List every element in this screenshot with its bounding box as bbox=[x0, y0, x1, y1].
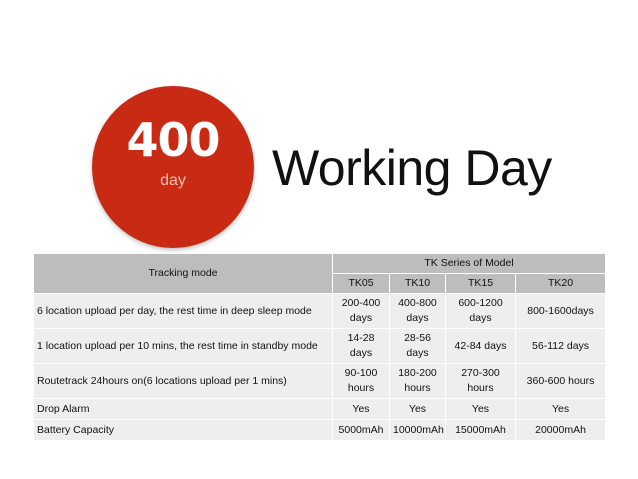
value-cell: 200-400 days bbox=[333, 294, 390, 329]
value-cell: 90-100 hours bbox=[333, 364, 390, 399]
badge-number: 400 bbox=[126, 113, 220, 167]
value-cell: 56-112 days bbox=[516, 329, 606, 364]
value-cell: 270-300 hours bbox=[446, 364, 516, 399]
mode-cell: Drop Alarm bbox=[34, 399, 333, 420]
series-header: TK Series of Model bbox=[333, 254, 606, 274]
working-days-badge bbox=[92, 86, 254, 248]
value-cell: 400-800 days bbox=[390, 294, 446, 329]
table-row bbox=[34, 399, 606, 420]
spec-table bbox=[33, 253, 606, 441]
table-row bbox=[34, 294, 606, 329]
table-header-row bbox=[34, 254, 606, 274]
value-cell: 15000mAh bbox=[446, 420, 516, 441]
value-cell: 180-200 hours bbox=[390, 364, 446, 399]
mode-cell: 1 location upload per 10 mins, the rest time in standby mode bbox=[34, 329, 333, 364]
value-cell: 28-56 days bbox=[390, 329, 446, 364]
model-header: TK10 bbox=[390, 274, 446, 294]
value-cell: 20000mAh bbox=[516, 420, 606, 441]
value-cell: 10000mAh bbox=[390, 420, 446, 441]
table-row bbox=[34, 329, 606, 364]
value-cell: Yes bbox=[333, 399, 390, 420]
mode-cell: Battery Capacity bbox=[34, 420, 333, 441]
value-cell: 360-600 hours bbox=[516, 364, 606, 399]
value-cell: 5000mAh bbox=[333, 420, 390, 441]
headline: Working Day bbox=[272, 140, 552, 196]
model-header: TK05 bbox=[333, 274, 390, 294]
value-cell: 14-28 days bbox=[333, 329, 390, 364]
mode-cell: 6 location upload per day, the rest time in deep sleep mode bbox=[34, 294, 333, 329]
value-cell: Yes bbox=[516, 399, 606, 420]
value-cell: Yes bbox=[446, 399, 516, 420]
model-header: TK20 bbox=[516, 274, 606, 294]
table-row bbox=[34, 420, 606, 441]
table-row bbox=[34, 364, 606, 399]
mode-cell: Routetrack 24hours on(6 locations upload per 1 mins) bbox=[34, 364, 333, 399]
tracking-mode-header: Tracking mode bbox=[34, 254, 333, 294]
model-header: TK15 bbox=[446, 274, 516, 294]
value-cell: Yes bbox=[390, 399, 446, 420]
value-cell: 42-84 days bbox=[446, 329, 516, 364]
value-cell: 800-1600days bbox=[516, 294, 606, 329]
badge-unit: day bbox=[160, 172, 186, 189]
value-cell: 600-1200 days bbox=[446, 294, 516, 329]
